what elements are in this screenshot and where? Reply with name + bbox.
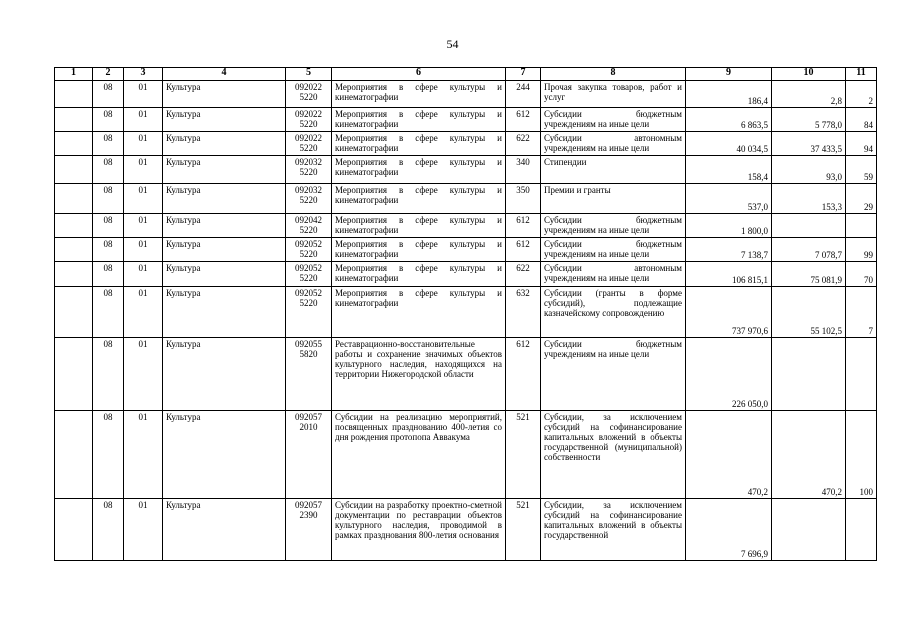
cell-executed: [772, 499, 846, 561]
cell-program: Мероприятия в сфере культуры и кинематографии: [332, 81, 506, 108]
cell-section: 08: [93, 132, 124, 156]
cell-blank: [55, 287, 93, 338]
cell-expense-type: 612: [506, 214, 541, 238]
cell-planned: 737 970,6: [686, 287, 772, 338]
cell-expense-type: 521: [506, 411, 541, 499]
cell-blank: [55, 108, 93, 132]
cell-subsection: 01: [124, 108, 163, 132]
cell-name: Культура: [163, 132, 286, 156]
cell-expense-type: 622: [506, 262, 541, 287]
cell-subsection: 01: [124, 262, 163, 287]
cell-percent: [846, 214, 877, 238]
cell-expense-name: Субсидии автономным учреждениям на иные цели: [541, 132, 686, 156]
cell-blank: [55, 132, 93, 156]
cell-expense-name: Субсидии бюджетным учреждениям на иные цели: [541, 338, 686, 411]
cell-executed: 5 778,0: [772, 108, 846, 132]
cell-blank: [55, 214, 93, 238]
cell-target-code: 092022 5220: [286, 81, 332, 108]
cell-section: 08: [93, 81, 124, 108]
cell-subsection: 01: [124, 287, 163, 338]
table-row: [55, 499, 877, 561]
cell-planned: 186,4: [686, 81, 772, 108]
table-row: [55, 132, 877, 156]
cell-planned: 1 800,0: [686, 214, 772, 238]
cell-executed: [772, 214, 846, 238]
cell-expense-name: Стипендии: [541, 156, 686, 184]
cell-expense-name: Субсидии бюджетным учреждениям на иные цели: [541, 238, 686, 262]
cell-executed: 55 102,5: [772, 287, 846, 338]
cell-expense-name: Субсидии (гранты в форме субсидий), подлежащие казначейскому сопровождению: [541, 287, 686, 338]
cell-target-code: 092032 5220: [286, 184, 332, 214]
cell-percent: 59: [846, 156, 877, 184]
cell-planned: 6 863,5: [686, 108, 772, 132]
header-row: [55, 68, 877, 81]
cell-program: Мероприятия в сфере культуры и кинематографии: [332, 238, 506, 262]
cell-planned: 106 815,1: [686, 262, 772, 287]
cell-subsection: 01: [124, 499, 163, 561]
budget-table: [54, 67, 877, 561]
cell-target-code: 092052 5220: [286, 287, 332, 338]
table-row: [55, 156, 877, 184]
cell-percent: 100: [846, 411, 877, 499]
cell-subsection: 01: [124, 132, 163, 156]
cell-percent: 84: [846, 108, 877, 132]
cell-name: Культура: [163, 81, 286, 108]
cell-expense-name: Субсидии, за исключением субсидий на софинансирование капитальных вложений в объекты государственной (муниципальной) собственности: [541, 411, 686, 499]
cell-executed: 93,0: [772, 156, 846, 184]
cell-target-code: 092022 5220: [286, 108, 332, 132]
cell-blank: [55, 184, 93, 214]
cell-blank: [55, 338, 93, 411]
cell-program: Субсидии на реализацию мероприятий, посвященных празднованию 400-летия со дня рождения протопопа Аввакума: [332, 411, 506, 499]
header-col-10: 10: [772, 68, 846, 81]
cell-planned: 40 034,5: [686, 132, 772, 156]
cell-program: Мероприятия в сфере культуры и кинематографии: [332, 156, 506, 184]
cell-planned: 7 696,9: [686, 499, 772, 561]
cell-percent: 2: [846, 81, 877, 108]
cell-section: 08: [93, 338, 124, 411]
cell-subsection: 01: [124, 156, 163, 184]
cell-expense-type: 244: [506, 81, 541, 108]
cell-program: Субсидии на разработку проектно-сметной документации по реставрации объектов культурного наследия, проводимой в рамках празднования 800-летия основания: [332, 499, 506, 561]
cell-name: Культура: [163, 499, 286, 561]
table-row: [55, 184, 877, 214]
cell-blank: [55, 262, 93, 287]
cell-percent: [846, 338, 877, 411]
cell-expense-type: 340: [506, 156, 541, 184]
table-row: [55, 287, 877, 338]
cell-expense-name: Субсидии бюджетным учреждениям на иные цели: [541, 108, 686, 132]
header-col-6: 6: [332, 68, 506, 81]
header-col-8: 8: [541, 68, 686, 81]
cell-target-code: 092022 5220: [286, 132, 332, 156]
cell-executed: [772, 338, 846, 411]
header-col-4: 4: [163, 68, 286, 81]
cell-program: Мероприятия в сфере культуры и кинематографии: [332, 262, 506, 287]
cell-percent: 29: [846, 184, 877, 214]
cell-target-code: 092042 5220: [286, 214, 332, 238]
cell-name: Культура: [163, 238, 286, 262]
cell-name: Культура: [163, 214, 286, 238]
cell-executed: 75 081,9: [772, 262, 846, 287]
cell-target-code: 092057 2390: [286, 499, 332, 561]
cell-section: 08: [93, 108, 124, 132]
cell-executed: 37 433,5: [772, 132, 846, 156]
cell-executed: 2,8: [772, 81, 846, 108]
cell-name: Культура: [163, 156, 286, 184]
table-row: [55, 108, 877, 132]
cell-expense-type: 632: [506, 287, 541, 338]
cell-program: Мероприятия в сфере культуры и кинематографии: [332, 184, 506, 214]
cell-program: Реставрационно-восстановительные работы и сохранение значимых объектов культурного наследия, находящихся на территории Нижегородской области: [332, 338, 506, 411]
cell-executed: 153,3: [772, 184, 846, 214]
cell-section: 08: [93, 214, 124, 238]
cell-executed: 470,2: [772, 411, 846, 499]
cell-section: 08: [93, 184, 124, 214]
table-row: [55, 81, 877, 108]
cell-percent: 7: [846, 287, 877, 338]
cell-program: Мероприятия в сфере культуры и кинематографии: [332, 287, 506, 338]
cell-planned: 226 050,0: [686, 338, 772, 411]
cell-percent: 94: [846, 132, 877, 156]
cell-name: Культура: [163, 184, 286, 214]
cell-expense-type: 521: [506, 499, 541, 561]
table-header: [55, 68, 877, 81]
cell-percent: 99: [846, 238, 877, 262]
cell-subsection: 01: [124, 238, 163, 262]
cell-planned: 470,2: [686, 411, 772, 499]
cell-expense-name: Субсидии бюджетным учреждениям на иные цели: [541, 214, 686, 238]
cell-percent: 70: [846, 262, 877, 287]
table-body: [55, 81, 877, 561]
cell-section: 08: [93, 287, 124, 338]
cell-executed: 7 078,7: [772, 238, 846, 262]
cell-name: Культура: [163, 338, 286, 411]
cell-subsection: 01: [124, 411, 163, 499]
header-col-3: 3: [124, 68, 163, 81]
cell-target-code: 092052 5220: [286, 238, 332, 262]
cell-blank: [55, 81, 93, 108]
cell-section: 08: [93, 411, 124, 499]
cell-percent: [846, 499, 877, 561]
cell-section: 08: [93, 238, 124, 262]
cell-expense-name: Субсидии, за исключением субсидий на софинансирование капитальных вложений в объекты государственной: [541, 499, 686, 561]
cell-expense-name: Субсидии автономным учреждениям на иные цели: [541, 262, 686, 287]
cell-name: Культура: [163, 262, 286, 287]
cell-target-code: 092057 2010: [286, 411, 332, 499]
cell-name: Культура: [163, 411, 286, 499]
cell-planned: 7 138,7: [686, 238, 772, 262]
cell-subsection: 01: [124, 338, 163, 411]
header-col-1: 1: [55, 68, 93, 81]
cell-target-code: 092032 5220: [286, 156, 332, 184]
cell-expense-name: Прочая закупка товаров, работ и услуг: [541, 81, 686, 108]
cell-section: 08: [93, 499, 124, 561]
cell-blank: [55, 156, 93, 184]
header-col-7: 7: [506, 68, 541, 81]
cell-subsection: 01: [124, 184, 163, 214]
cell-target-code: 092052 5220: [286, 262, 332, 287]
cell-planned: 537,0: [686, 184, 772, 214]
header-col-5: 5: [286, 68, 332, 81]
table-row: [55, 214, 877, 238]
cell-section: 08: [93, 262, 124, 287]
cell-blank: [55, 411, 93, 499]
cell-expense-type: 612: [506, 108, 541, 132]
cell-planned: 158,4: [686, 156, 772, 184]
header-col-9: 9: [686, 68, 772, 81]
cell-target-code: 092055 5820: [286, 338, 332, 411]
table-row: [55, 262, 877, 287]
cell-program: Мероприятия в сфере культуры и кинематографии: [332, 108, 506, 132]
table-row: [55, 411, 877, 499]
cell-name: Культура: [163, 108, 286, 132]
cell-subsection: 01: [124, 81, 163, 108]
table-row: [55, 338, 877, 411]
cell-subsection: 01: [124, 214, 163, 238]
cell-section: 08: [93, 156, 124, 184]
cell-expense-type: 612: [506, 238, 541, 262]
cell-expense-type: 612: [506, 338, 541, 411]
table-row: [55, 238, 877, 262]
cell-expense-name: Премии и гранты: [541, 184, 686, 214]
cell-name: Культура: [163, 287, 286, 338]
cell-expense-type: 622: [506, 132, 541, 156]
header-col-11: 11: [846, 68, 877, 81]
cell-program: Мероприятия в сфере культуры и кинематографии: [332, 132, 506, 156]
header-col-2: 2: [93, 68, 124, 81]
cell-blank: [55, 499, 93, 561]
page-number: 54: [446, 37, 459, 51]
cell-expense-type: 350: [506, 184, 541, 214]
cell-program: Мероприятия в сфере культуры и кинематографии: [332, 214, 506, 238]
cell-blank: [55, 238, 93, 262]
